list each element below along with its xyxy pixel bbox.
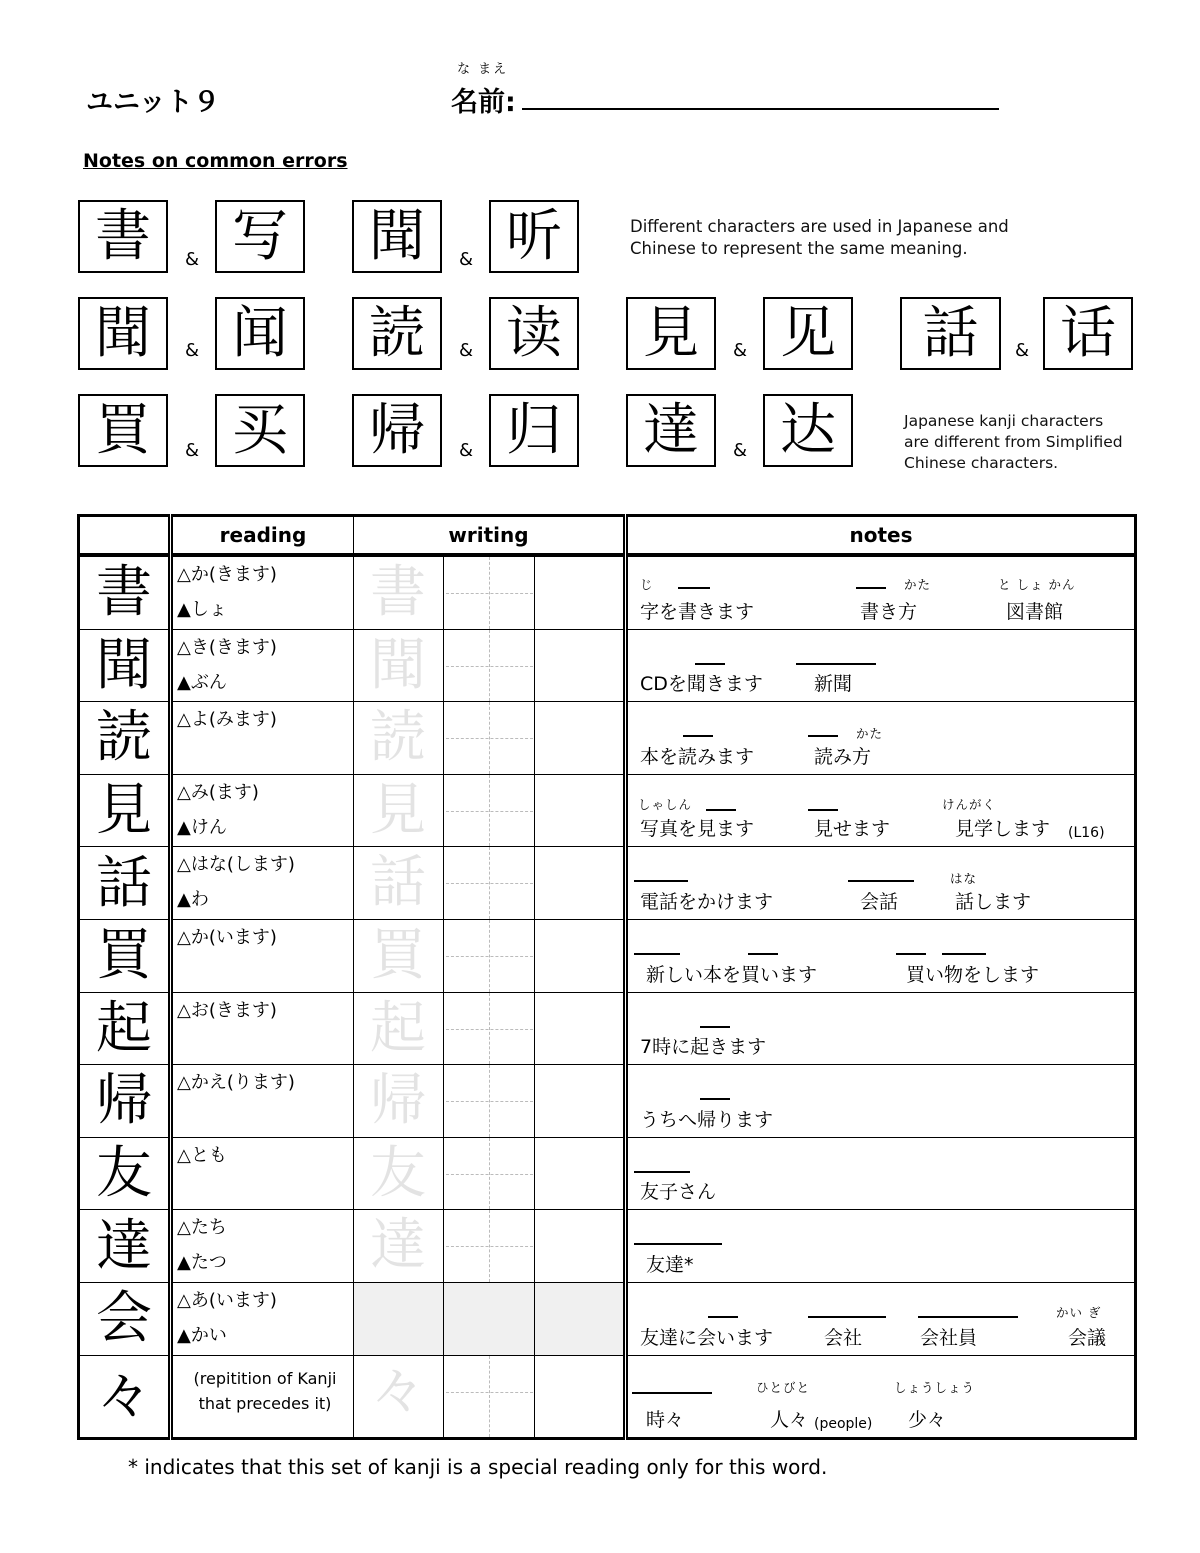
row-reading: △き(きます) ▲ぶん [171,629,354,702]
kanji-box-cn: 买 [215,394,305,467]
row-kanji: 書 [79,555,171,629]
kanji-table [77,514,1137,1440]
writing-practice [354,1282,626,1355]
header-reading: reading [171,516,354,556]
row-reading: △かえ(ります) [171,1065,354,1138]
row-reading: △か(います) [171,919,354,992]
ampersand: & [733,440,748,461]
row-kanji: 起 [79,992,171,1065]
name-furigana: な まえ [457,62,509,77]
kanji-box-jp: 書 [78,200,168,273]
row-kanji: 々 [79,1355,171,1439]
ampersand: & [185,249,200,270]
kanji-box-cn: 写 [215,200,305,273]
row-reading: △はな(します) ▲わ [171,847,354,920]
row-reading: △お(きます) [171,992,354,1065]
row-kanji: 達 [79,1210,171,1283]
table-row [79,992,1136,1065]
table-row [79,774,1136,847]
row-kanji: 友 [79,1137,171,1210]
trace-kanji: 聞 [370,632,426,698]
ampersand: & [459,340,474,361]
table-row [79,847,1136,920]
note-different-characters: Different characters are used in Japanese and Chinese to represent the same meaning. [630,217,1009,258]
row-reading: △とも [171,1137,354,1210]
trace-kanji: 起 [370,995,426,1061]
footnote: * indicates that this set of kanji is a special reading only for this word. [128,1455,828,1479]
trace-kanji: 達 [370,1213,426,1279]
kanji-box-jp: 買 [78,394,168,467]
row-kanji: 聞 [79,629,171,702]
row-reading: △たち ▲たつ [171,1210,354,1283]
row-notes: 友達* [626,1210,1136,1283]
writing-practice[interactable] [354,1065,626,1138]
ampersand: & [1015,340,1030,361]
row-notes: かた 本を読みます 読み方 [626,702,1136,775]
row-kanji: 帰 [79,1065,171,1138]
kanji-box-cn: 听 [489,200,579,273]
note-simplified: Japanese kanji characters are different from Simplified Chinese characters. [904,412,1123,472]
kanji-box-jp: 帰 [352,394,442,467]
trace-kanji: 読 [370,705,426,771]
writing-practice[interactable] [354,919,626,992]
table-row [79,702,1136,775]
kanji-box-cn: 读 [489,297,579,370]
kanji-box-jp: 達 [626,394,716,467]
kanji-box-jp: 見 [626,297,716,370]
row-notes: はな 電話をかけます 会話 話します [626,847,1136,920]
kanji-box-jp: 聞 [352,200,442,273]
row-kanji: 買 [79,919,171,992]
writing-practice[interactable] [354,847,626,920]
table-row [79,1282,1136,1355]
header-notes: notes [626,516,1136,556]
trace-kanji: 友 [370,1140,426,1206]
row-reading: (repitition of Kanji that precedes it) [171,1355,354,1439]
row-kanji: 話 [79,847,171,920]
row-notes: うちへ帰ります [626,1065,1136,1138]
table-row [79,555,1136,629]
row-kanji: 読 [79,702,171,775]
name-label: 名前: [451,87,516,118]
notes-heading: Notes on common errors [83,150,348,172]
row-notes: ひとびと しょうしょう 時々 人々 (people) 少々 [626,1355,1136,1439]
row-kanji: 会 [79,1282,171,1355]
kanji-box-jp: 話 [900,297,1001,370]
kanji-box-jp: 読 [352,297,442,370]
header-kanji [79,516,171,556]
name-write-line[interactable] [522,108,999,110]
kanji-box-cn: 达 [763,394,853,467]
trace-kanji: 帰 [370,1068,426,1134]
trace-kanji: 買 [370,922,426,988]
row-reading: △あ(います) ▲かい [171,1282,354,1355]
row-notes: しゃしん けんがく 写真を見ます 見せます 見学します (L16) [626,774,1136,847]
ampersand: & [459,249,474,270]
kanji-box-cn: 归 [489,394,579,467]
kanji-box-cn: 话 [1043,297,1133,370]
writing-practice[interactable] [354,1210,626,1283]
trace-kanji: 書 [370,560,426,625]
row-notes: かい ぎ 友達に会います 会社 会社員 会議 [626,1282,1136,1355]
ampersand: & [185,340,200,361]
row-kanji: 見 [79,774,171,847]
writing-practice[interactable] [354,774,626,847]
trace-kanji: 見 [370,777,426,843]
table-row [79,1065,1136,1138]
writing-practice[interactable] [354,1355,626,1439]
row-reading: △よ(みます) [171,702,354,775]
trace-kanji: 話 [370,850,426,916]
table-row [79,1355,1136,1439]
trace-kanji: 々 [370,1358,426,1424]
table-row [79,629,1136,702]
writing-practice[interactable] [354,1137,626,1210]
row-notes: 友子さん [626,1137,1136,1210]
ampersand: & [733,340,748,361]
row-notes: 7時に起きます [626,992,1136,1065]
writing-practice[interactable] [354,992,626,1065]
unit-title: ユニット９ [86,87,220,118]
table-row [79,1137,1136,1210]
writing-practice[interactable] [354,702,626,775]
row-notes: 新しい本を買います 買い物をします [626,919,1136,992]
table-row [79,919,1136,992]
kanji-box-cn: 闻 [215,297,305,370]
kanji-box-jp: 聞 [78,297,168,370]
writing-practice[interactable] [354,555,626,629]
table-row [79,1210,1136,1283]
ampersand: & [459,440,474,461]
header-writing: writing [354,516,626,556]
row-reading: △か(きます) ▲しょ [171,555,354,629]
row-notes: じ かた と しょ かん 字を書きます 書き方 図書館 [626,555,1136,629]
row-reading: △み(ます) ▲けん [171,774,354,847]
ampersand: & [185,440,200,461]
row-notes: CDを聞きます 新聞 [626,629,1136,702]
writing-practice[interactable] [354,629,626,702]
kanji-box-cn: 见 [763,297,853,370]
